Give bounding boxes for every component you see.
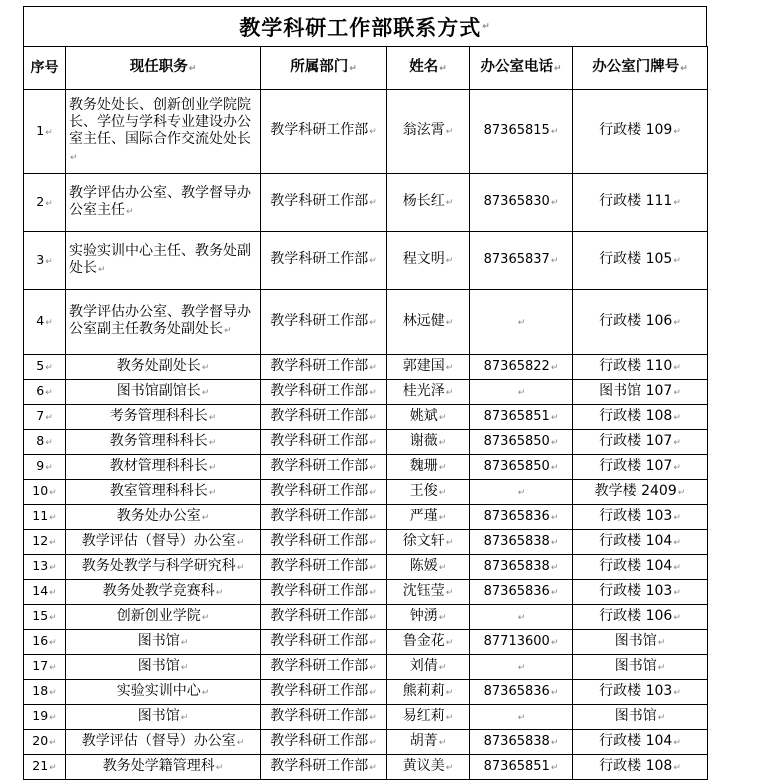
paragraph-mark-icon: ↵ [49, 688, 57, 698]
paragraph-mark-icon: ↵ [438, 462, 447, 473]
paragraph-mark-icon: ↵ [369, 256, 377, 266]
row-position: 教材管理科科长↵ [66, 455, 261, 480]
paragraph-mark-icon: ↵ [201, 687, 210, 698]
paragraph-mark-icon: ↵ [45, 438, 53, 448]
row-position: 创新创业学院↵ [66, 605, 261, 630]
row-index: 8↵ [24, 430, 66, 455]
row-name: 钟湧↵ [387, 605, 470, 630]
paragraph-mark-icon: ↵ [49, 713, 57, 723]
paragraph-mark-icon: ↵ [673, 437, 681, 448]
paragraph-mark-icon: ↵ [369, 537, 377, 548]
row-index: 21↵ [24, 755, 66, 780]
paragraph-mark-icon: ↵ [673, 256, 681, 266]
paragraph-mark-icon: ↵ [517, 712, 526, 723]
row-department: 教学科研工作部↵ [261, 405, 387, 430]
table-header-row [24, 47, 708, 90]
paragraph-mark-icon: ↵ [438, 412, 447, 423]
paragraph-mark-icon: ↵ [369, 362, 377, 373]
paragraph-mark-icon: ↵ [45, 388, 53, 398]
row-index: 1↵ [24, 90, 66, 174]
row-name: 熊莉莉↵ [387, 680, 470, 705]
row-phone: 87365815↵ [470, 90, 573, 174]
paragraph-mark-icon: ↵ [438, 512, 447, 523]
paragraph-mark-icon: ↵ [517, 487, 526, 498]
paragraph-mark-icon: ↵ [550, 637, 559, 648]
paragraph-mark-icon: ↵ [445, 127, 454, 137]
paragraph-mark-icon: ↵ [369, 462, 377, 473]
table-row [24, 405, 708, 430]
paragraph-mark-icon: ↵ [673, 387, 681, 398]
row-phone: 87365851↵ [470, 405, 573, 430]
paragraph-mark-icon: ↵ [550, 537, 559, 548]
paragraph-mark-icon: ↵ [445, 687, 454, 698]
paragraph-mark-icon: ↵ [445, 637, 454, 648]
paragraph-mark-icon: ↵ [215, 587, 224, 598]
row-index: 7↵ [24, 405, 66, 430]
row-department: 教学科研工作部↵ [261, 580, 387, 605]
row-index: 20↵ [24, 730, 66, 755]
row-position: 教学评估（督导）办公室↵ [66, 730, 261, 755]
header-name: 姓名↵ [387, 47, 470, 90]
row-name: 郭建国↵ [387, 355, 470, 380]
row-room: 行政楼 104↵ [573, 555, 708, 580]
paragraph-mark-icon: ↵ [438, 437, 447, 448]
paragraph-mark-icon: ↵ [201, 512, 210, 523]
row-room: 行政楼 107↵ [573, 455, 708, 480]
row-position: 教务处教学竞赛科↵ [66, 580, 261, 605]
contact-table [23, 46, 708, 780]
row-position: 教学评估办公室、教学督导办公室副主任教务处副处长↵ [66, 290, 261, 355]
paragraph-mark-icon: ↵ [438, 737, 447, 748]
row-position: 教务处副处长↵ [66, 355, 261, 380]
row-room: 行政楼 110↵ [573, 355, 708, 380]
header-room: 办公室门牌号↵ [573, 47, 708, 90]
paragraph-mark-icon: ↵ [438, 612, 447, 623]
row-index: 17↵ [24, 655, 66, 680]
paragraph-mark-icon: ↵ [445, 762, 454, 773]
row-name: 王俊↵ [387, 480, 470, 505]
row-name: 桂光泽↵ [387, 380, 470, 405]
row-position: 教务处教学与科学研究科↵ [66, 555, 261, 580]
paragraph-mark-icon: ↵ [550, 256, 559, 266]
paragraph-mark-icon: ↵ [550, 437, 559, 448]
row-room: 图书馆↵ [573, 655, 708, 680]
row-department: 教学科研工作部↵ [261, 480, 387, 505]
paragraph-mark-icon: ↵ [445, 712, 454, 723]
row-position: 考务管理科科长↵ [66, 405, 261, 430]
row-department: 教学科研工作部↵ [261, 705, 387, 730]
row-index: 18↵ [24, 680, 66, 705]
table-row [24, 705, 708, 730]
row-department: 教学科研工作部↵ [261, 380, 387, 405]
paragraph-mark-icon: ↵ [438, 487, 447, 498]
row-position: 教学评估（督导）办公室↵ [66, 530, 261, 555]
paragraph-mark-icon: ↵ [126, 206, 134, 217]
paragraph-mark-icon: ↵ [673, 587, 681, 598]
row-position: 教务处学籍管理科↵ [66, 755, 261, 780]
table-row [24, 90, 708, 174]
paragraph-mark-icon: ↵ [657, 637, 666, 648]
row-phone: 87365836↵ [470, 680, 573, 705]
paragraph-mark-icon: ↵ [45, 318, 53, 328]
paragraph-mark-icon: ↵ [49, 588, 57, 598]
paragraph-mark-icon: ↵ [482, 21, 491, 32]
header-phone: 办公室电话↵ [470, 47, 573, 90]
row-phone [470, 605, 573, 630]
row-room: 行政楼 104↵ [573, 530, 708, 555]
paragraph-mark-icon: ↵ [49, 538, 57, 548]
row-name: 黄议美↵ [387, 755, 470, 780]
paragraph-mark-icon: ↵ [657, 662, 666, 673]
row-index: 16↵ [24, 630, 66, 655]
paragraph-mark-icon: ↵ [445, 317, 454, 328]
row-department: 教学科研工作部↵ [261, 355, 387, 380]
row-name: 陈媛↵ [387, 555, 470, 580]
table-row [24, 455, 708, 480]
paragraph-mark-icon: ↵ [445, 362, 454, 373]
row-room: 图书馆↵ [573, 705, 708, 730]
row-room: 教学楼 2409↵ [573, 480, 708, 505]
paragraph-mark-icon: ↵ [369, 687, 377, 698]
row-index: 6↵ [24, 380, 66, 405]
paragraph-mark-icon: ↵ [49, 563, 57, 573]
row-room: 行政楼 105↵ [573, 232, 708, 290]
paragraph-mark-icon: ↵ [550, 127, 559, 137]
paragraph-mark-icon: ↵ [201, 612, 210, 623]
paragraph-mark-icon: ↵ [369, 317, 377, 328]
paragraph-mark-icon: ↵ [45, 256, 53, 267]
paragraph-mark-icon: ↵ [49, 763, 57, 773]
row-position: 图书馆↵ [66, 630, 261, 655]
row-index: 3↵ [24, 232, 66, 290]
row-phone [470, 705, 573, 730]
paragraph-mark-icon: ↵ [236, 737, 245, 748]
paragraph-mark-icon: ↵ [45, 363, 53, 373]
paragraph-mark-icon: ↵ [49, 513, 57, 523]
row-position: 图书馆↵ [66, 655, 261, 680]
paragraph-mark-icon: ↵ [438, 562, 447, 573]
paragraph-mark-icon: ↵ [369, 737, 377, 748]
table-row [24, 480, 708, 505]
row-department: 教学科研工作部↵ [261, 90, 387, 174]
paragraph-mark-icon: ↵ [49, 638, 57, 648]
paragraph-mark-icon: ↵ [236, 537, 245, 548]
row-index: 15↵ [24, 605, 66, 630]
row-index: 9↵ [24, 455, 66, 480]
row-room: 行政楼 106↵ [573, 605, 708, 630]
paragraph-mark-icon: ↵ [517, 317, 526, 328]
row-department: 教学科研工作部↵ [261, 290, 387, 355]
paragraph-mark-icon: ↵ [369, 637, 377, 648]
paragraph-mark-icon: ↵ [45, 413, 53, 423]
row-position: 教务处办公室↵ [66, 505, 261, 530]
row-name: 刘倩↵ [387, 655, 470, 680]
row-position: 实验实训中心主任、教务处副处长↵ [66, 232, 261, 290]
document-page [23, 6, 707, 780]
paragraph-mark-icon: ↵ [201, 362, 210, 373]
table-row [24, 730, 708, 755]
paragraph-mark-icon: ↵ [49, 738, 57, 748]
row-department: 教学科研工作部↵ [261, 605, 387, 630]
paragraph-mark-icon: ↵ [517, 612, 526, 623]
row-room: 图书馆↵ [573, 630, 708, 655]
paragraph-mark-icon: ↵ [180, 637, 189, 648]
paragraph-mark-icon: ↵ [673, 462, 681, 473]
row-index: 2↵ [24, 174, 66, 232]
row-index: 19↵ [24, 705, 66, 730]
row-position: 教室管理科科长↵ [66, 480, 261, 505]
paragraph-mark-icon: ↵ [673, 512, 681, 523]
row-index: 5↵ [24, 355, 66, 380]
row-room: 行政楼 103↵ [573, 580, 708, 605]
row-name: 翁泫霄↵ [387, 90, 470, 174]
paragraph-mark-icon: ↵ [369, 512, 377, 523]
paragraph-mark-icon: ↵ [438, 662, 447, 673]
paragraph-mark-icon: ↵ [369, 198, 377, 208]
paragraph-mark-icon: ↵ [550, 762, 559, 773]
paragraph-mark-icon: ↵ [49, 663, 57, 673]
table-row [24, 680, 708, 705]
paragraph-mark-icon: ↵ [369, 712, 377, 723]
paragraph-mark-icon: ↵ [49, 613, 57, 623]
row-position: 图书馆副馆长↵ [66, 380, 261, 405]
paragraph-mark-icon: ↵ [208, 412, 217, 423]
paragraph-mark-icon: ↵ [445, 537, 454, 548]
header-index: 序号 [24, 47, 66, 90]
row-position: 实验实训中心↵ [66, 680, 261, 705]
row-room: 行政楼 111↵ [573, 174, 708, 232]
paragraph-mark-icon: ↵ [550, 562, 559, 573]
row-phone [470, 290, 573, 355]
row-name: 鲁金花↵ [387, 630, 470, 655]
paragraph-mark-icon: ↵ [224, 326, 232, 336]
paragraph-mark-icon: ↵ [550, 737, 559, 748]
row-name: 严瑾↵ [387, 505, 470, 530]
paragraph-mark-icon: ↵ [98, 264, 106, 275]
paragraph-mark-icon: ↵ [369, 437, 377, 448]
paragraph-mark-icon: ↵ [369, 762, 377, 773]
row-department: 教学科研工作部↵ [261, 630, 387, 655]
paragraph-mark-icon: ↵ [45, 198, 53, 209]
row-department: 教学科研工作部↵ [261, 755, 387, 780]
paragraph-mark-icon: ↵ [208, 462, 217, 473]
paragraph-mark-icon: ↵ [70, 152, 78, 163]
paragraph-mark-icon: ↵ [550, 687, 559, 698]
row-position: 图书馆↵ [66, 705, 261, 730]
paragraph-mark-icon: ↵ [673, 317, 681, 328]
paragraph-mark-icon: ↵ [45, 463, 53, 473]
paragraph-mark-icon: ↵ [673, 687, 681, 698]
document-title: 教学科研工作部联系方式 ↵ [23, 6, 707, 46]
row-room: 行政楼 106↵ [573, 290, 708, 355]
row-department: 教学科研工作部↵ [261, 430, 387, 455]
row-phone: 87713600↵ [470, 630, 573, 655]
row-department: 教学科研工作部↵ [261, 505, 387, 530]
row-name: 易红莉↵ [387, 705, 470, 730]
paragraph-mark-icon: ↵ [236, 562, 245, 573]
paragraph-mark-icon: ↵ [208, 437, 217, 448]
table-row [24, 655, 708, 680]
row-phone: 87365851↵ [470, 755, 573, 780]
table-row [24, 755, 708, 780]
paragraph-mark-icon: ↵ [673, 537, 681, 548]
paragraph-mark-icon: ↵ [445, 198, 454, 208]
table-row [24, 232, 708, 290]
row-position: 教务处处长、创新创业学院院长、学位与学科专业建设办公室主任、国际合作交流处处长↵ [66, 90, 261, 174]
header-department: 所属部门↵ [261, 47, 387, 90]
row-index: 4↵ [24, 290, 66, 355]
table-row [24, 355, 708, 380]
row-phone: 87365838↵ [470, 555, 573, 580]
table-row [24, 530, 708, 555]
table-row [24, 605, 708, 630]
paragraph-mark-icon: ↵ [369, 562, 377, 573]
row-room: 行政楼 109↵ [573, 90, 708, 174]
paragraph-mark-icon: ↵ [673, 562, 681, 573]
paragraph-mark-icon: ↵ [673, 198, 681, 208]
table-row [24, 380, 708, 405]
paragraph-mark-icon: ↵ [180, 662, 189, 673]
paragraph-mark-icon: ↵ [677, 487, 686, 498]
paragraph-mark-icon: ↵ [369, 587, 377, 598]
paragraph-mark-icon: ↵ [673, 127, 681, 137]
table-row [24, 555, 708, 580]
row-room: 图书馆 107↵ [573, 380, 708, 405]
paragraph-mark-icon: ↵ [215, 762, 224, 773]
row-phone: 87365836↵ [470, 505, 573, 530]
paragraph-mark-icon: ↵ [369, 487, 377, 498]
table-row [24, 505, 708, 530]
paragraph-mark-icon: ↵ [445, 387, 454, 398]
row-phone: 87365838↵ [470, 730, 573, 755]
row-room: 行政楼 107↵ [573, 430, 708, 455]
row-index: 11↵ [24, 505, 66, 530]
row-phone: 87365850↵ [470, 455, 573, 480]
paragraph-mark-icon: ↵ [369, 127, 377, 137]
row-department: 教学科研工作部↵ [261, 555, 387, 580]
paragraph-mark-icon: ↵ [208, 487, 217, 498]
row-room: 行政楼 103↵ [573, 680, 708, 705]
paragraph-mark-icon: ↵ [201, 387, 210, 398]
paragraph-mark-icon: ↵ [369, 387, 377, 398]
row-name: 谢薇↵ [387, 430, 470, 455]
paragraph-mark-icon: ↵ [369, 412, 377, 423]
paragraph-mark-icon: ↵ [673, 737, 681, 748]
paragraph-mark-icon: ↵ [550, 587, 559, 598]
paragraph-mark-icon: ↵ [49, 488, 57, 498]
row-department: 教学科研工作部↵ [261, 530, 387, 555]
paragraph-mark-icon: ↵ [517, 662, 526, 673]
table-row [24, 580, 708, 605]
row-name: 徐文轩↵ [387, 530, 470, 555]
row-name: 林远健↵ [387, 290, 470, 355]
paragraph-mark-icon: ↵ [180, 712, 189, 723]
row-phone: 87365830↵ [470, 174, 573, 232]
table-row [24, 430, 708, 455]
row-room: 行政楼 108↵ [573, 755, 708, 780]
row-room: 行政楼 108↵ [573, 405, 708, 430]
paragraph-mark-icon: ↵ [550, 512, 559, 523]
paragraph-mark-icon: ↵ [45, 127, 53, 138]
paragraph-mark-icon: ↵ [445, 256, 454, 266]
row-phone: 87365838↵ [470, 530, 573, 555]
row-room: 行政楼 103↵ [573, 505, 708, 530]
paragraph-mark-icon: ↵ [673, 362, 681, 373]
paragraph-mark-icon: ↵ [673, 612, 681, 623]
paragraph-mark-icon: ↵ [550, 412, 559, 423]
row-phone: 87365837↵ [470, 232, 573, 290]
row-phone: 87365836↵ [470, 580, 573, 605]
row-index: 12↵ [24, 530, 66, 555]
row-phone [470, 480, 573, 505]
row-name: 胡菁↵ [387, 730, 470, 755]
paragraph-mark-icon: ↵ [369, 612, 377, 623]
row-phone: 87365850↵ [470, 430, 573, 455]
row-phone [470, 380, 573, 405]
paragraph-mark-icon: ↵ [517, 387, 526, 398]
row-index: 14↵ [24, 580, 66, 605]
row-department: 教学科研工作部↵ [261, 730, 387, 755]
paragraph-mark-icon: ↵ [445, 587, 454, 598]
row-name: 程文明↵ [387, 232, 470, 290]
row-name: 魏珊↵ [387, 455, 470, 480]
paragraph-mark-icon: ↵ [673, 762, 681, 773]
row-name: 沈钰莹↵ [387, 580, 470, 605]
row-index: 13↵ [24, 555, 66, 580]
row-index: 10↵ [24, 480, 66, 505]
row-name: 杨长红↵ [387, 174, 470, 232]
row-department: 教学科研工作部↵ [261, 655, 387, 680]
paragraph-mark-icon: ↵ [550, 462, 559, 473]
row-phone: 87365822↵ [470, 355, 573, 380]
paragraph-mark-icon: ↵ [369, 662, 377, 673]
row-room: 行政楼 104↵ [573, 730, 708, 755]
row-department: 教学科研工作部↵ [261, 174, 387, 232]
row-position: 教学评估办公室、教学督导办公室主任↵ [66, 174, 261, 232]
paragraph-mark-icon: ↵ [673, 412, 681, 423]
row-department: 教学科研工作部↵ [261, 455, 387, 480]
row-department: 教学科研工作部↵ [261, 680, 387, 705]
paragraph-mark-icon: ↵ [550, 198, 559, 208]
paragraph-mark-icon: ↵ [657, 712, 666, 723]
row-name: 姚斌↵ [387, 405, 470, 430]
paragraph-mark-icon: ↵ [550, 362, 559, 373]
row-position: 教务管理科科长↵ [66, 430, 261, 455]
table-row [24, 630, 708, 655]
table-row [24, 290, 708, 355]
row-phone [470, 655, 573, 680]
header-position: 现任职务↵ [66, 47, 261, 90]
row-department: 教学科研工作部↵ [261, 232, 387, 290]
table-row [24, 174, 708, 232]
